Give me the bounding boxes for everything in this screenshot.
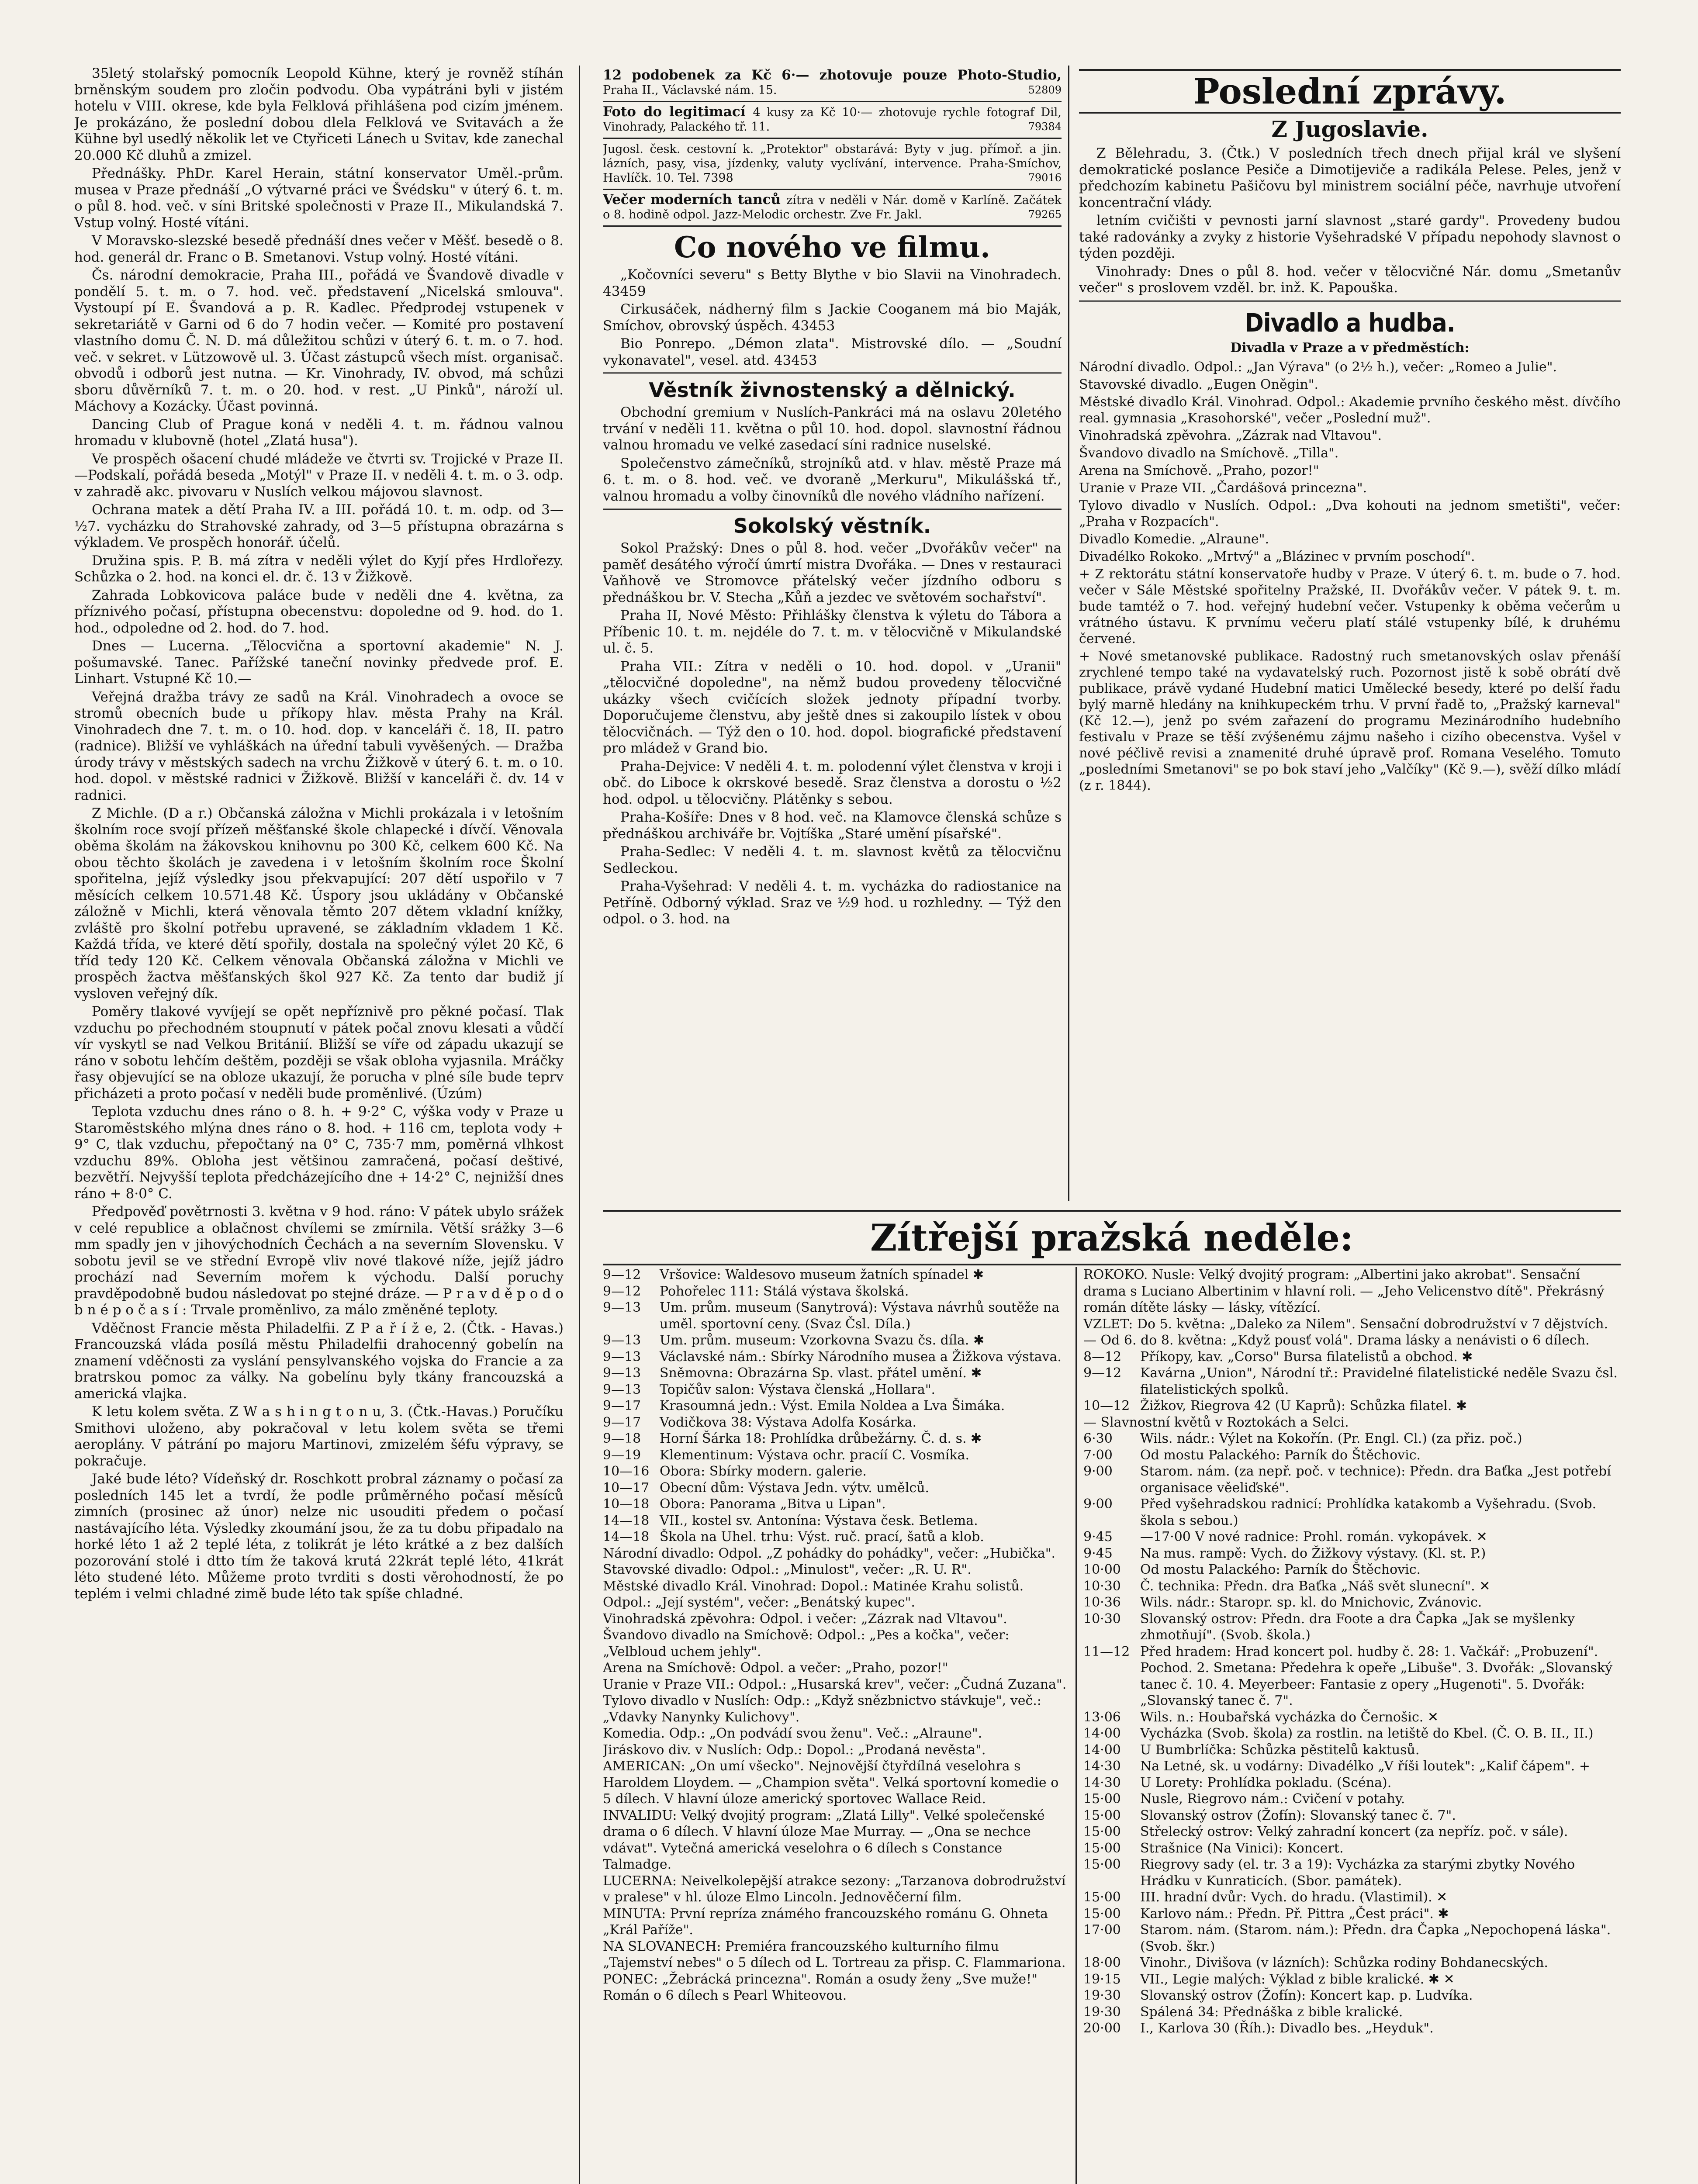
program-row [1083,1791,1621,1807]
program-row [603,1971,1070,2004]
program-description: Od mostu Palackého: Parník do Štěchovic. [1140,1562,1421,1577]
program-time: 20·00 [1083,2021,1121,2036]
program-time: 11—12 [1083,1644,1130,1659]
sokol-item: Sokol Pražský: Dnes o půl 8. hod. večer „Dvořákův večer" na paměť desátého výročí úmrtí mistra Dvořáka. — Dnes v restauraci Vaňhově ve Stromovce přátelský večer jízdního odboru s přednáškou br. V. Stecha „Kůň a jezdec ve světovém sochařství". [603,540,1062,605]
program-description: Vycházka (Svob. škola) za rostlin. na letiště do Kbel. (Č. O. B. II., II.) [1140,1726,1594,1741]
program-description: —17·00 V nové radnice: Prohl. román. vykopávek. ✕ [1140,1529,1487,1545]
program-time: 14—18 [603,1529,650,1545]
program-description: Národní divadlo: Odpol. „Z pohádky do pohádky", večer: „Hubička". [603,1545,1056,1561]
program-row [1083,1529,1621,1545]
program-row [603,1725,1070,1742]
program-description: Slovanský ostrov (Žofín): Koncert kap. p. Ludvíka. [1140,1988,1473,2003]
news-paragraph: 35letý stolařský pomocník Leopold Kühne, který je rovněž stíhán brněnským soudem pro zločin podvodu. Oba vypátráni byli v jistém hotelu v VIII. okrese, kde byla Felklová přihlášena pod cizím jménem. Je prokázáno, že poslední dobou dlela Felklová ve Svitavách a že Kühne byl usedlý několik let ve Ctyřiceti Lánech u Svitav, kde zanechal 20.000 Kč dluhů a zmizel. [74,66,564,163]
program-description: AMERICAN: „On umí všecko". Nejnovější čtyřdílná veselohra s Haroldem Lloydem. — „Champion světa". Velká sportovní komedie o 5 dílech. V hlavní úloze americký sportovec Wallace Reid. [603,1759,1059,1807]
program-description: INVALIDU: Velký dvojitý program: „Zlatá Lilly". Velké společenské drama o 6 dílech. V hlavní úloze Mae Murray. — „Ona se nechce vdávat". Vytečná americká veselohra o 6 dílech s Constance Talmadge. [603,1807,1045,1872]
program-row [1083,1447,1621,1464]
news-paragraph: Poměry tlakové vyvíjejí se opět nepříznivě pro pěkné počasí. Tlak vzduchu po přechodném stoupnutí v pátek počal znovu klesati a vůdčí vír vyskytl se nad Velkou Británií. Bližší se víře od západu ukazují se ráno v sobotu lehčím deštěm, později se však obloha vyjasnila. Mráčky řasy objevující se na obloze ukazují, že porucha v plné síle bude teprv přicházeti a proto počasí v neděli bude proměnlivé. (Úzúm) [74,1004,564,1102]
program-description: Arena na Smíchově: Odpol. a večer: „Praho, pozor!" [603,1660,948,1676]
latest-news-heading: Poslední zprávy. [1079,69,1621,114]
program-time: 15·00 [1083,1791,1121,1807]
program-time: 9—17 [603,1414,641,1430]
program-description: LUCERNA: Neivelkolepější atrakce sezony: „Tarzanova dobrodružství v pralese" v hl. úloze Elmo Lincoln. Jednověčerní film. [603,1873,1066,1905]
trade-item: Obchodní gremium v Nuslích-Pankráci má na oslavu 20letého trvání v neděli 11. května o půl 10. hod. dopol. slavnostní řádnou valnou hromadu ve velké zasedací síni radnice nuselské. [603,404,1062,453]
program-description: Strašnice (Na Vinici): Koncert. [1140,1840,1344,1856]
program-description: Stavovské divadlo: Odpol.: „Minulost", večer: „R. U. R". [603,1562,972,1577]
trade-heading: Věstník živnostenský a dělnický. [649,378,1016,402]
divider [603,372,1062,374]
program-time: 15·00 [1083,1906,1121,1921]
program-row [603,1742,1070,1759]
news-paragraph: Družina spis. P. B. má zítra v neděli výlet do Kyjí přes Hrdlořezy. Schůzka o 2. hod. na konci el. dr. č. 13 v Žižkově. [74,553,564,585]
program-description: Um. prům. museum: Vzorkovna Svazu čs. díla. ✱ [660,1333,985,1348]
program-row [603,1562,1070,1578]
program-description: Slovanský ostrov (Žofín): Slovanský tanec č. 7". [1140,1807,1456,1823]
column-rule-2 [1068,66,1069,1201]
column-1 [74,66,564,2184]
sokol-item: Praha-Košíře: Dnes v 8 hod. več. na Klamovce členská schůze s přednáškou archiváře br. Vojtíška „Staré umění písařské". [603,809,1062,842]
program-description: ROKOKO. Nusle: Velký dvojitý program: „Albertini jako akrobat". Sensační drama s Luciano Albertinim v hlavní roli. — „Jeho Velicenstvo dítě". Překrásný román dítěte lásky — lásky, vítězící. [1083,1267,1605,1315]
ad-reference: 79384 [1028,121,1062,133]
program-time: 10—12 [1083,1398,1130,1413]
program-row [603,1627,1070,1660]
sokol-item: Praha-Sedlec: V neděli 4. t. m. slavnost květů za tělocvičnu Sedleckou. [603,844,1062,876]
program-time: 10·36 [1083,1595,1121,1610]
news-paragraph: Dnes — Lucerna. „Tělocvična a sportovní akademie" N. J. pošumavské. Tanec. Pařížské taneční novinky předvede prof. E. Linhart. Vstupné Kč 10.— [74,638,564,687]
program-time: 9—12 [1083,1365,1122,1381]
program-time: 9·00 [1083,1464,1113,1479]
program-time: 9—19 [603,1447,641,1463]
news-paragraph: Ve prospěch ošacení chudé mládeže ve čtvrti sv. Trojické v Praze II.—Podskalí, pořádá beseda „Motýl" v Praze II. v neděli 4. t. m. o 3. odp. v zahradě akc. pivovaru v Nuslích velkou májovou slavnost. [74,451,564,500]
tomorrow-sunday-heading: Zítřejší pražská neděle: [603,1210,1621,1265]
program-row [603,1676,1070,1693]
program-description: Starom. nám. (Starom. nám.): Předn. dra Čapka „Nepochopená láska". (Svob. škr.) [1140,1922,1611,1954]
program-row [603,1463,1070,1480]
program-description: VZLET: Do 5. května: „Daleko za Nilem". Sensační dobrodružství v 7 dějstvích. — Od 6. do 8. května: „Když pousť volá". Drama lásky a nenávisti o 6 dílech. [1083,1316,1608,1348]
news-paragraph: Zahrada Lobkovicova paláce bude v neděli dne 4. května, za příznivého počasí, přístupna obecenstvu: dopoledne od 9. hod. do 1. hod., odpoledne od 2. hod. do 7. hod. [74,587,564,636]
program-row [1083,1611,1621,1644]
program-row [603,1299,1070,1332]
program-row [603,1529,1070,1545]
program-time: 15·00 [1083,1857,1121,1872]
program-row [1083,2020,1621,2037]
program-time: 10—16 [603,1464,650,1479]
program-row [603,1332,1070,1349]
film-item: Cirkusáček, nádherný film s Jackie Cooganem má bio Maják, Smíchov, obrovský úspěch. 43453 [603,301,1062,334]
program-description: VII., Legie malých: Výklad z bible kralické. ✱ ✕ [1140,1971,1455,1987]
program-time: 9—12 [603,1267,641,1282]
program-description: III. hradní dvůr: Vych. do hradu. (Vlastimil). ✕ [1140,1890,1448,1905]
program-time: 8—12 [1083,1349,1122,1365]
program-description: NA SLOVANECH: Premiéra francouzského kulturního filmu „Tajemství nebes" o 5 dílech od L. Tortreau za přisp. C. Flammariona. [603,1939,1066,1970]
program-row [603,1873,1070,1906]
program-time: 7·00 [1083,1447,1113,1463]
program-description: Kavárna „Union", Národní tř.: Pravidelné filatelistické neděle Svazu čsl. filatelistických spolků. [1140,1365,1618,1397]
news-paragraph: K letu kolem světa. Z W a s h i n g t o n u, 3. (Čtk.-Havas.) Poručíku Smithovi uloženo, aby pokračoval v letu kolem světa se třemi aeroplány. V pátrání po majoru Martinovi, zmizelém šéfu výpravy, se pokračuje. [74,1404,564,1469]
program-time: 15·00 [1083,1824,1121,1839]
program-time: 15·00 [1083,1840,1121,1856]
classified-ad [603,66,1062,102]
theatre-item: Divadlo Komedie. „Alraune". [1079,531,1269,547]
news-paragraph: Čs. národní demokracie, Praha III., pořádá ve Švandově divadle v pondělí 5. t. m. o 7. hod. več. představení „Nicelská smlouva". Vystoupí pí E. Švandová a p. R. Kadlec. Předprodej vstupenek v sekretariátě v Garni od 6 do 7 hodin večer. — Komité pro postavení vlastního domu Č. N. D. má důležitou schůzi v úterý 6. t. m. o 7. hod. več. v sekret. v Lützowově ul. 3. Účast zástupců všech míst. organisač. obvodů i odborů jest nutna. — Kr. Vinohrady, IV. obvod, má schůzi sboru důvěrníků 7. t. m. o 20. hod. v rest. „U Pinků", nároží ul. Máchovy a Kozácky. Účast povinná. [74,267,564,414]
news-paragraph: V Moravsko-slezské besedě přednáší dnes večer v Měšť. besedě o 8. hod. generál dr. Franc o B. Smetanovi. Vstup volný. Hosté vítáni. [74,233,564,265]
program-time: 10·30 [1083,1578,1121,1594]
program-description: Wils. nádr.: Výlet na Kokořín. (Pr. Engl. Cl.) (za přiz. poč.) [1140,1431,1522,1446]
program-description: Topičův salon: Výstava členská „Hollara". [660,1382,936,1397]
program-description: Před vyšehradskou radnicí: Prohlídka katakomb a Vyšehradu. (Svob. škola s sebou.) [1140,1496,1597,1528]
program-time: 9—17 [603,1398,641,1413]
program-row [1083,1824,1621,1840]
program-row [1083,1644,1621,1709]
program-row [1083,1496,1621,1529]
theatre-item: Národní divadlo. Odpol.: „Jan Výrava" (o 2½ h.), večer: „Romeo a Julie". [1079,359,1557,375]
program-row [1083,2004,1621,2021]
news-item: Vinohrady: Dnes o půl 8. hod. večer v tělocvičné Nár. domu „Smetanův večer" s proslovem vzděl. br. inž. K. Papouška. [1079,263,1621,296]
film-item: „Kočovníci severu" s Betty Blythe v bio Slavii na Vinohradech. 43459 [603,267,1062,299]
theatre-item: Uranie v Praze VII. „Čardášová princezna". [1079,480,1367,496]
sokol-item: Praha-Dejvice: V neděli 4. t. m. polodenní výlet členstva v kroji i obč. do Liboce k okrskové besedě. Sraz členstva a dorostu o ½2 hod. odpol. u tělocvičny. Plátěnky s sebou. [603,758,1062,807]
program-row [1083,1742,1621,1759]
program-description: Sněmovna: Obrazárna Sp. vlast. přátel umění. ✱ [660,1365,982,1381]
theatre-item: Stavovské divadlo. „Eugen Oněgin". [1079,377,1319,392]
program-description: Městské divadlo Král. Vinohrad: Dopol.: Matinée Krahu solistů. Odpol.: „Její systém", večer: „Benátský kupec". [603,1578,1024,1610]
program-time: 14·30 [1083,1759,1121,1774]
program-time: 19·30 [1083,1988,1121,2003]
program-row [603,1365,1070,1382]
program-description: Střelecký ostrov: Velký zahradní koncert (za nepříz. poč. v sále). [1140,1824,1568,1839]
program-time: 14·30 [1083,1775,1121,1790]
program-description: Vinohr., Divišova (v lázních): Schůzka rodiny Bohdanecských. [1140,1955,1548,1970]
ad-reference: 79016 [1028,172,1062,184]
program-description: Žižkov, Riegrova 42 (U Kaprů): Schůzka filatel. ✱ [1140,1398,1467,1413]
program-row [603,1382,1070,1398]
sunday-program-right [1083,1267,1621,2184]
ad-headline: Foto do legitimací [603,104,753,120]
program-description: Nusle, Riegrovo nám.: Cvičení v potahy. [1140,1791,1405,1807]
program-description: Spálená 34: Přednáška z bible kralické. [1140,2004,1403,2020]
theatre-subheading: Divadla v Praze a v předměstích: [1230,340,1470,356]
film-heading: Co nového ve filmu. [674,230,991,264]
program-row [1083,1267,1621,1316]
program-time: 9—12 [603,1283,641,1299]
program-time: 14—18 [603,1513,650,1528]
theatre-item: Vinohradská zpěvohra. „Zázrak nad Vltavou". [1079,428,1382,443]
program-row [1083,1807,1621,1824]
program-row [1083,1725,1621,1742]
news-paragraph: Z Michle. (D a r.) Občanská záložna v Michli prokázala i v letošním školním roce svojí přízeň měšťanské škole chlapecké i dívčí. Věnovala oběma školám na žákovskou knihovnu po 300 Kč, celkem 600 Kč. Na obou těchto školách je zavedena i v letošním školním roce Školní spořitelna, jejíž výsledky jsou překvapující: 207 dětí uspořilo v 7 měsících celkem 10.571.48 Kč. Úspory jsou ukládány v Občanské záložně v Michli, která věnovala těmto 207 dětem vkladní knížky, zvláště pro školní potřebu upravené, se základním vkladem 1 Kč. Každá třída, ve které dětí spořily, dostala na společný výlet 20 Kč, 6 tříd tedy 120 Kč. Celkem věnovala Občanská záložna v Michli ve prospěch žactva měšťanských škol 927 Kč. Za tento dar budiž jí vysloven veřejný dík. [74,805,564,1002]
news-item: letním cvičišti v pevnosti jarní slavnost „staré gardy". Provedeny budou také radovánky a zvyky z historie Vyšehradské V případu nepohody slavnost o týden později. [1079,213,1621,261]
program-row [1083,1971,1621,1988]
program-row [1083,1709,1621,1726]
program-row [1083,1594,1621,1611]
program-time: 9—13 [603,1365,641,1381]
program-description: Komedia. Odp.: „On podvádí svou ženu". Več.: „Alraune". [603,1726,982,1741]
program-row [1083,1758,1621,1775]
program-description: Tylovo divadlo v Nuslích: Odp.: „Když snězbnictvo stávkuje", več.: „Vdavky Nanynky Kulichovy". [603,1693,1041,1725]
news-paragraph: Ochrana matek a dětí Praha IV. a III. pořádá 10. t. m. odp. od 3—½7. vycházku do Strahovské zahrady, od 3—5 přístupna obrazárna s výkladem. Ve prospěch honorář. účelů. [74,502,564,550]
program-time: 9·45 [1083,1545,1113,1561]
program-row [603,1906,1070,1939]
sokol-item: Praha II, Nové Město: Přihlášky členstva k výletu do Tábora a Příbenic 10. t. m. nejdéle do 7. t. m. v tělocvičně v Mikulandské ul. č. 5. [603,608,1062,656]
theatre-item: + Z rektorátu státní konservatoře hudby v Praze. V úterý 6. t. m. bude o 7. hod. večer v Sále Městské spořitelny Pražské, II. Dvořákův večer. V pátek 9. t. m. bude tamtéž o 7. hod. veřejný hudební večer. Vstupenky k oběma večerům u vrátného ústavu. K prvnímu večeru platí stálé vstupenky bílé, k druhému červené. [1079,566,1621,646]
program-row [603,1758,1070,1807]
program-row [1083,1856,1621,1889]
sokol-item: Praha-Vyšehrad: V neděli 4. t. m. vycházka do radiostanice na Petříně. Odborný výklad. Sraz ve ½9 hod. u rozhledny. — Týž den odpol. o 3. hod. na [603,878,1062,927]
program-row [603,1431,1070,1447]
program-time: 9·00 [1083,1496,1113,1512]
news-subheading: Z Jugoslavie. [1271,116,1428,142]
trade-item: Společenstvo zámečníků, strojníků atd. v hlav. městě Praze má 6. t. m. o 8. hod. več. ve dvoraně „Merkuru", Mikulášská tř., valnou hromadu a volby činovníků dle nového vládního nařízení. [603,455,1062,504]
ad-text: 4 kusy za Kč 10·— zhotovuje rychle fotograf Dil, Vinohrady, Palackého tř. 11. [603,106,1062,134]
ad-headline: Večer moderních tanců [603,192,787,207]
program-description: VII., kostel sv. Antonína: Výstava česk. Betlema. [660,1513,978,1528]
column-rule-1 [579,66,580,2184]
program-row [603,1545,1070,1562]
program-description: Slovanský ostrov: Předn. dra Foote a dra Čapka „Jak se myšlenky zhmotňují". (Svob. škola.) [1140,1611,1575,1643]
news-list [1079,145,1621,297]
program-description: Starom. nám. (za nepř. poč. v technice): Předn. dra Baťka „Jest potřebí organisace věeliďské". [1140,1464,1611,1496]
program-description: Karlovo nám.: Předn. Př. Pittra „Čest práci". ✱ [1140,1906,1449,1921]
news-paragraph: Veřejná dražba trávy ze sadů na Král. Vinohradech a ovoce se stromů obecních bude u příkopy hlav. města Prahy na Král. Vinohradech dne 7. t. m. o 10. hod. dop. v kanceláři č. 18, II. patro (radnice). Bližší ve vyhláškách na úřední tabuli vyvěšených. — Dražba úrody trávy v městských sadech na vrchu Žižkově v úterý 6. t. m. o 10. hod. dopol. v městské radnici v Žižkově. Bližší v kanceláři č. dv. 14 v radnici. [74,689,564,803]
divider [1079,300,1621,302]
ad-headline: 12 podobenek za Kč 6·— zhotovuje pouze Photo-Studio, [603,67,1062,83]
program-description: Horní Šárka 18: Prohlídka drůbežárny. Č. d. s. ✱ [660,1431,982,1446]
program-description: Vodičkova 38: Výstava Adolfa Kosárka. [660,1414,917,1430]
program-row [603,1578,1070,1611]
theatre-item: Tylovo divadlo v Nuslích. Odpol.: „Dva kohouti na jednom smetišti", večer: „Praha v Rozpacích". [1079,498,1621,529]
ad-reference: 52809 [1028,84,1062,96]
sokol-list [603,540,1062,928]
program-time: 9—13 [603,1382,641,1397]
program-row [1083,1922,1621,1955]
film-list [603,267,1062,369]
program-description: Wils. n.: Houbařská vycházka do Černošic. ✕ [1140,1709,1439,1725]
program-time: 10·00 [1083,1562,1121,1577]
program-row [1083,1316,1621,1349]
program-description: U Bumbrlíčka: Schůzka pěstitelů kaktusů. [1140,1742,1420,1758]
program-description: Vinohradská zpěvohra: Odpol. i večer: „Zázrak nad Vltavou". [603,1611,1007,1627]
program-row [1083,1431,1621,1447]
column-rule-3 [1076,1267,1077,2184]
program-time: 14·00 [1083,1726,1121,1741]
program-time: 14·00 [1083,1742,1121,1758]
news-item: Z Bělehradu, 3. (Čtk.) V posledních třech dnech přijal král ve slyšení demokratické poslance Pesiče a Dimotijeviče a radikála Pelese. Peles, jenž v předchozím kabinetu Pašičovu byl ministrem sociální péče, navrhuje utvoření koncentrační vlády. [1079,145,1621,211]
theatre-item: Městské divadlo Král. Vinohrad. Odpol.: Akademie prvního českého měst. dívčího real. gymnasia „Krasohorské", večer „Poslední muž". [1079,394,1621,426]
program-row [603,1447,1070,1464]
theatre-item: + Nové smetanovské publikace. Radostný ruch smetanovských oslav přenáší zrychlené tempo také na vydavatelský ruch. Pozornost jistě k sobě obrátí dvě publikace, právě vydané Hudební matici Umělecké besedy, které po delší řadu bylý marně hledány na knihkupeckém trhu. V první řadě to, „Pražský karneval" (Kč 12.—), jenž po svém zařazení do programu Mezinárodního hudebního festivalu v Praze se těší zvýšenému zájmu našeho i cizího obecenstva. Vyšel v nové péčlivě revisi a znamenité druhé úpravě prof. Romana Veselého. Tomuto „posledními Smetanovi" se po bok staví jeho „Valčíky" (Kč 9.—), svěží dílko mládí (z r. 1844). [1079,648,1621,793]
program-row [1083,1545,1621,1562]
program-row [603,1496,1070,1513]
news-paragraph: Jaké bude léto? Vídeňský dr. Roschkott probral záznamy o počasí za posledních 145 let a tvrdí, že podle průměrného počasí měsíců zimních (prosinec až únor) nelze nic usouditi předem o počasí nastávajícího léta. Výsledky zkoumání jsou, že za tu dobu připadalo na horké léto 1 až 2 teplé léta, z tolikrát je léto krátké a z bez dalších pozorování stolé i dtto tím že taková krutá 22krát teplé léto, 41krát léto studené léto. Můžeme proto tvrditi s dosti věrohodností, že po teplém i velmi chladné zimě bude léto tak spíše chladné. [74,1471,564,1602]
program-row [1083,1562,1621,1578]
program-description: Švandovo divadlo na Smíchově: Odpol.: „Pes a kočka", večer: „Velbloud uchem jehly". [603,1628,1010,1659]
divider [603,508,1062,510]
ad-reference: 79265 [1028,208,1062,221]
sokol-heading: Sokolský věstník. [733,514,931,538]
program-description: Uranie v Praze VII.: Odpol.: „Husarská krev", večer: „Čudná Zuzana". [603,1676,1067,1692]
program-time: 15·00 [1083,1807,1121,1823]
sokol-item: Praha VII.: Zítra v neděli o 10. hod. dopol. v „Uranii" „tělocvičné dopoledne", na němž budou provedeny tělocvičné ukázky všech cvičících složek jednoty případní tvorby. Doporučujeme členstvu, aby ještě dnes si zakoupilo lístek v obou tělocvičnách. — Týž den o 10. hod. dopol. biografické představení pro mládež v Grand bio. [603,658,1062,756]
program-time: 19·15 [1083,1971,1121,1987]
news-paragraph: Teplota vzduchu dnes ráno o 8. h. + 9·2° C, výška vody v Praze u Staroměstského mlýna dnes ráno o 8. hod. + 116 cm, teplota vody + 9° C, tlak vzduchu, přepočtaný na 0° C, 735·7 mm, poměrná vlhkost vzduchu 89%. Obloha jest většinou zamračená, počasí deštivé, bezvětří. Nejvyšší teplota předcházejícího dne + 14·2° C, nejnižší dnes ráno + 8·0° C. [74,1104,564,1202]
program-description: Václavské nám.: Sbírky Národního musea a Žižkova výstava. [660,1349,1062,1365]
ads-block [603,66,1062,227]
theatre-list [1079,359,1621,794]
news-paragraph: Předpověď povětrnosti 3. května v 9 hod. ráno: V pátek ubylo srážek v celé republice a oblačnost chvílemi se zmírnila. Větší srážky 3—6 mm spadly jen v jihovýchodních Čechách a na severním Slovensku. V sobotu jevil se ve střední Evropě vliv nové tlakové níže, jejíž jádro prochází nad Severním mořem k východu. Další poruchy pravděpodobně budou následovat po stejné dráze. — P r a v d ě p o d o b n é p o č a s í : Trvale proměnlivo, za málo změněné teploty. [74,1204,564,1318]
program-time: 9—13 [603,1333,641,1348]
program-time: 10—17 [603,1480,650,1496]
film-item: Bio Ponrepo. „Démon zlata". Mistrovské dílo. — „Soudní vykonavatel", vesel. atd. 43453 [603,336,1062,368]
program-description: Vršovice: Waldesovo museum žatních spínadel ✱ [660,1267,984,1282]
ad-text: Jugosl. česk. cestovní k. „Protektor" obstarává: Byty v jug. přímoř. a jin. lázních, pasy, visa, jízdenky, valuty vyclívání, intervence. Praha-Smíchov, Havlíčk. 10. Tel. 7398 [603,142,1062,185]
theatre-item: Švandovo divadlo na Smíchově. „Tilla". [1079,445,1339,461]
program-time: 9—18 [603,1431,641,1446]
program-row [603,1267,1070,1283]
program-time: 9·45 [1083,1529,1113,1545]
program-description: Č. technika: Předn. dra Baťka „Náš svět slunecní". ✕ [1140,1578,1491,1594]
news-paragraph: Vděčnost Francie města Philadelfii. Z P a ř í ž e, 2. (Čtk. - Havas.) Francouzská vláda posílá městu Philadelfii drahocenný gobelín na znamení vděčnosti za vyslání pensylvanského vojska do Francie a za bratrskou pomoc za války. Na gobelínu byly tkány francouzská a americká vlajka. [74,1320,564,1402]
classified-ad [603,139,1062,190]
program-description: Um. prům. museum (Sanytrová): Výstava návrhů soutěže na uměl. sportovní ceny. (Svaz Čsl. Díla.) [660,1300,1060,1332]
program-description: — Slavnostní květů v Roztokách a Selci. [1083,1414,1349,1430]
program-description: Krasoumná jedn.: Výst. Emila Noldea a Lva Šimáka. [660,1398,1005,1413]
column-2 [603,66,1062,1245]
program-time: 17·00 [1083,1922,1121,1938]
program-time: 19·30 [1083,2004,1121,2020]
news-paragraph: Dancing Club of Prague koná v neděli 4. t. m. řádnou valnou hromadu v klubovně (hotel „Zlatá husa"). [74,416,564,449]
program-row [603,1513,1070,1529]
program-row [1083,1987,1621,2004]
program-time: 6·30 [1083,1431,1113,1446]
program-row [1083,1365,1621,1398]
program-description: I., Karlova 30 (Říh.): Divadlo bes. „Heyduk". [1140,2021,1434,2036]
program-description: Wils. nádr.: Staropr. sp. kl. do Mnichovic, Zvánovic. [1140,1595,1482,1610]
program-time: 9—13 [603,1300,641,1315]
program-time: 9—13 [603,1349,641,1365]
program-description: Na mus. rampě: Vych. do Žižkovy výstavy. (Kl. st. P.) [1140,1545,1486,1561]
program-row [603,1660,1070,1676]
sunday-program-left [603,1267,1070,2184]
program-description: Obecní dům: Výstava Jedn. výtv. umělců. [660,1480,930,1496]
program-time: 13·06 [1083,1709,1121,1725]
program-description: Obora: Sbírky modern. galerie. [660,1464,867,1479]
program-time: 15·00 [1083,1890,1121,1905]
program-row [1083,1398,1621,1414]
program-description: Klementinum: Výstava ochr. pracíí C. Vosmíka. [660,1447,969,1463]
news-paragraph: Přednášky. PhDr. Karel Herain, státní konservator Uměl.-prům. musea v Praze přednáší „O výtvarné práci ve Švédsku" v úterý 6. t. m. o půl 8. hod. več. v síni Britské společnosti v Praze II., Mikulandská 7. Vstup volný. Hosté vítáni. [74,166,564,231]
program-row [1083,1414,1621,1431]
program-row [1083,1349,1621,1365]
program-row [603,1398,1070,1414]
program-description: Pohořelec 111: Stálá výstava školská. [660,1283,909,1299]
program-description: MINUTA: První repríza známého francouzského románu G. Ohneta „Král Paříže". [603,1906,1048,1938]
program-row [1083,1906,1621,1922]
theatre-heading: Divadlo a hudba. [1245,308,1455,338]
program-row [1083,1955,1621,1971]
theatre-item: Divadélko Rokoko. „Mrtvý" a „Blázinec v prvním poschodí". [1079,549,1475,564]
program-row [603,1693,1070,1725]
program-row [603,1414,1070,1431]
program-time: 18·00 [1083,1955,1121,1970]
classified-ad [603,102,1062,139]
program-description: Před hradem: Hrad koncert pol. hudby č. 28: 1. Vačkář: „Probuzení". Pochod. 2. Smetana: Předehra k opeře „Libuše". 3. Dvořák: „Slovanský tanec č. 10. 4. Meyerbeer: Fantasie z opery „Hugenoti". 5. Dvořák: „Slovanský tanec č. 7". [1140,1644,1613,1708]
program-description: Riegrovy sady (el. tr. 3 a 19): Vycházka za starými zbytky Nového Hrádku v Kunraticích. (Sbor. památek). [1140,1857,1575,1889]
program-description: Škola na Uhel. trhu: Výst. ruč. prací, šatů a klob. [660,1529,984,1545]
program-row [603,1283,1070,1300]
program-time: 10—18 [603,1496,650,1512]
program-row [603,1611,1070,1628]
program-description: PONEC: „Žebrácká princezna". Román a osudy ženy „Sve muže!" Román o 6 dílech s Pearl Whiteovou. [603,1971,1038,2003]
program-row [603,1349,1070,1365]
program-row [1083,1840,1621,1857]
program-description: Jiráskovo div. v Nuslích: Odp.: Dopol.: „Prodaná nevěsta". [603,1742,986,1758]
program-row [1083,1463,1621,1496]
program-row [603,1480,1070,1496]
program-description: Příkopy, kav. „Corso" Bursa filatelistů a obchod. ✱ [1140,1349,1473,1365]
classified-ad [603,190,1062,227]
trade-list [603,404,1062,505]
program-time: 10·30 [1083,1611,1121,1627]
program-row [603,1807,1070,1873]
program-description: U Lorety: Prohlídka pokladu. (Scéna). [1140,1775,1392,1790]
column-3 [1079,66,1621,1245]
program-description: Od mostu Palackého: Parník do Štěchovic. [1140,1447,1421,1463]
program-row [603,1939,1070,1971]
program-description: Obora: Panorama „Bitva u Lipan". [660,1496,886,1512]
program-row [1083,1775,1621,1791]
ad-text: zítra v neděli v Nár. domě v Karlíně. Začátek o 8. hodině odpol. Jazz-Melodic orchestr. Zve Fr. Jakl. [603,194,1062,221]
program-description: Na Letné, sk. u vodárny: Divadélko „V říši loutek": „Kalif čápem". + [1140,1759,1590,1774]
theatre-item: Arena na Smíchově. „Praho, pozor!" [1079,463,1319,478]
program-row [1083,1578,1621,1595]
ad-text: Praha II., Václavské nám. 15. [603,83,777,97]
program-row [1083,1889,1621,1906]
